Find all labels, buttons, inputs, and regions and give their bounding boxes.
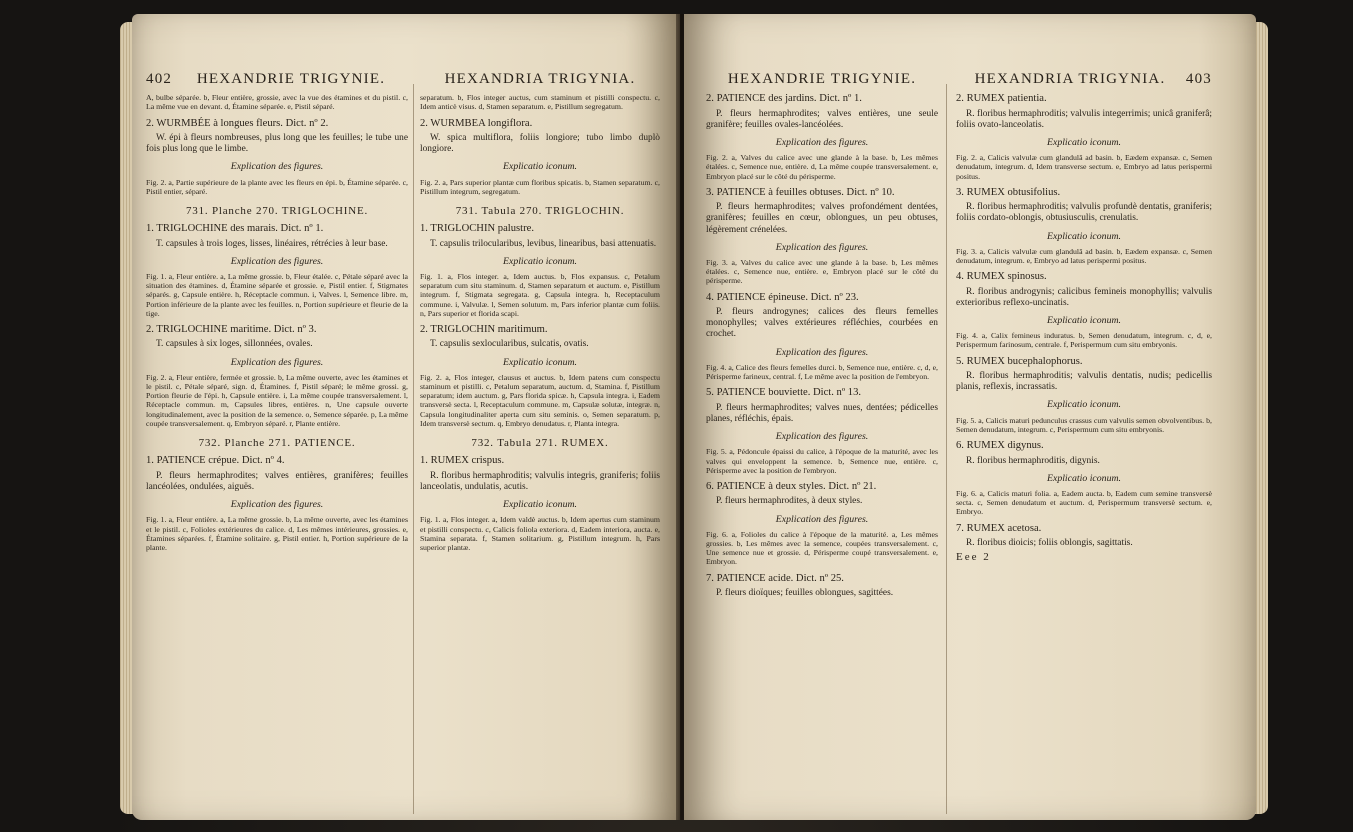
entry-title: 2. TRIGLOCHIN maritimum. xyxy=(420,324,548,336)
explication-heading: Explication des figures. xyxy=(230,161,324,173)
entry-title: 6. PATIENCE à deux styles. Dict. nº 21. xyxy=(706,480,877,492)
entry-description: W. épi à fleurs nombreuses, plus long que les feuilles; le tube une fois plus long que le limbe. xyxy=(146,133,408,155)
entry-title: 7. RUMEX acetosa. xyxy=(956,522,1042,534)
explication-heading: Explication des figures. xyxy=(775,431,869,443)
entry-title: 1. TRIGLOCHINE des marais. Dict. nº 1. xyxy=(146,223,324,235)
entry-title: 5. RUMEX bucephalophorus. xyxy=(956,355,1083,367)
figure-caption: Fig. 2. a, Pars superior plantæ cum floribus spicatis. b, Stamen separatum. c, Pistillum integrum, segregatum. xyxy=(420,177,660,196)
explication-heading: Explicatio iconum. xyxy=(502,356,577,368)
entry-title: 5. PATIENCE bouviette. Dict. nº 13. xyxy=(706,387,862,399)
plate-heading: 732. Tabula 271. RUMEX. xyxy=(471,437,609,450)
running-header: 402 HEXANDRIE TRIGYNIE. xyxy=(146,71,386,87)
entry-description: P. fleurs dioïques; feuilles oblongues, sagittées. xyxy=(716,587,894,598)
entry-description: R. floribus hermaphroditis; valvulis dentatis, nudis; pedicellis planis, reflexis, incrassatis. xyxy=(956,371,1212,393)
running-header: HEXANDRIA TRIGYNIA. xyxy=(444,71,636,87)
figure-caption: Fig. 4. a, Calice des fleurs femelles durci. b, Semence nue, entière. c, d, e, Périsperme farineux, central. f, Le même avec la position de l'embryon. xyxy=(706,362,938,382)
explication-heading: Explication des figures. xyxy=(230,356,324,368)
entry-description: P. fleurs hermaphrodites; valves entières, une seule granifère; feuilles ovales-lancéolées. xyxy=(706,108,938,130)
figure-caption: Fig. 1. a, Fleur entière. a, La même grossie. b, La même ouverte, avec les étamines et le pistil. c, Folioles extérieures du calice. d, Les mêmes intérieures, grossies. e, Étamines séparées. f, Étamine solitaire. g, Pistil entier. h, Portion supérieure de la plante. xyxy=(146,515,408,552)
explication-heading: Explication des figures. xyxy=(775,137,869,149)
figure-caption: Fig. 2. a, Calicis valvulæ cum glandulâ ad basin. b, Eædem expansæ. c, Semen denudatum, integrum. d, Idem transverse sectum. e, Embryo ad latus perispermi positus. xyxy=(956,153,1212,181)
left-page xyxy=(132,14,680,820)
entry-title: 2. PATIENCE des jardins. Dict. nº 1. xyxy=(706,93,862,105)
figure-caption: Fig. 6. a, Calicis maturi folia. a, Eadem aucta. b, Eadem cum semine transversè secta. c, Semen denudatum et auctum. d, Perispermum transversè sectum. e, Embryo. xyxy=(956,488,1212,517)
explication-heading: Explicatio iconum. xyxy=(1046,315,1121,327)
page-number: 402 xyxy=(146,71,173,87)
entry-title: 2. WURMBÉE à longues fleurs. Dict. nº 2. xyxy=(146,117,329,129)
figure-caption: Fig. 1. a, Flos integer. a, Idem auctus. b, Flos expansus. c, Petalum separatum cum situ staminum. d, Stamen separatum et auctum. e, Pistillum integrum. f, Stigmata segregata. g, Capsula integra. h, Receptaculum commune. i, Valvulæ. l, Semen solutum. m, Pars inferior plantæ cum foliis. n, Pars superior et florida scapi. xyxy=(420,272,660,318)
entry-description: R. floribus androgynis; calicibus femineis monophyllis; valvulis exterioribus reflexo-uncinatis. xyxy=(956,286,1212,308)
explication-heading: Explication des figures. xyxy=(230,255,324,267)
entry-description: T. capsules à six loges, sillonnées, ovales. xyxy=(156,339,313,350)
left-column-latin xyxy=(420,71,660,555)
figure-caption: Fig. 1. a, Flos integer. a, Idem valdè auctus. b, Idem apertus cum staminum et pistilli conspectu. c, Calicis foliola exteriora. d, Eadem interiora, aucta. e, Stamina separata. f, Stamen solitarium. g, Pistillum integrum. h, Pars superior plantæ. xyxy=(420,515,660,552)
plate-heading: 731. Tabula 270. TRIGLOCHIN. xyxy=(455,205,625,218)
explication-heading: Explicatio iconum. xyxy=(1046,399,1121,411)
explication-heading: Explication des figures. xyxy=(775,346,869,358)
entry-description: R. floribus hermaphroditis, digynis. xyxy=(966,455,1100,466)
figure-caption: Fig. 3. a, Valves du calice avec une glande à la base. b, Les mêmes étalées. c, Semence nue, entière. e, Embryon placé sur le côté du périsperme. xyxy=(706,258,938,286)
figure-caption: Fig. 2. a, Partie supérieure de la plante avec les fleurs en épi. b, Étamine séparée. c, Pistil entier, séparé. xyxy=(146,177,408,196)
entry-description: W. spica multiflora, foliis longiore; tubo limbo duplò longiore. xyxy=(420,133,660,155)
page-number: 403 xyxy=(1185,71,1212,87)
figure-caption: Fig. 2. a, Valves du calice avec une glande à la base. b, Les mêmes étalées. c, Semence nue, entière. d, La même coupée transversalement. e, Embryon placé sur le côté du périsperme. xyxy=(706,153,938,181)
figure-caption: Fig. 2. a, Fleur entière, fermée et grossie. b, La même ouverte, avec les étamines et le pistil. c, Pétale séparé, sign. d, Étamines. f, Pistil séparé; le même grossi. g, Portion fleurie de l'épi. h, Capsule entière. i, La même coupée transversalement. l, Réceptacle commun. m, Capsules libres, entières. n, Une capsule ouverte longitudinalement, avec la position de la semence. o, Semence séparée. p, La même coupée transversalement. q, Embryon séparé. r, Plante entière. xyxy=(146,372,408,428)
entry-description: P. fleurs hermaphrodites, à deux styles. xyxy=(716,496,863,507)
explication-heading: Explicatio iconum. xyxy=(1046,137,1121,149)
right-column-french xyxy=(706,71,938,602)
entry-title: 1. PATIENCE crépue. Dict. nº 4. xyxy=(146,455,285,467)
plate-heading: 732. Planche 271. PATIENCE. xyxy=(198,437,356,450)
explication-heading: Explication des figures. xyxy=(775,241,869,253)
figure-caption: Fig. 1. a, Fleur entière. a, La même grossie. b, Fleur étalée. c, Pétale séparé avec la situation des étamines. d, Étamine séparée et grossie. e, Pistil entier. f, Stigmates séparés. g, Capsule entière. h, Réceptacle commun. i, Valves. l, Semence libre. m, Portion inférieure de la plante avec les feuilles. n, Portion supérieure et fleurie de la tige. xyxy=(146,272,408,318)
figure-caption: A, bulbe séparée. b, Fleur entière, grossie, avec la vue des étamines et du pistil. c, La même vue en devant. d, Étamine séparée. e, Pistil séparé. xyxy=(146,93,408,112)
entry-description: R. floribus dioicis; foliis oblongis, sagittatis. xyxy=(966,537,1133,548)
explication-heading: Explicatio iconum. xyxy=(502,499,577,511)
running-header: HEXANDRIE TRIGYNIE. xyxy=(727,71,917,87)
explication-heading: Explicatio iconum. xyxy=(1046,230,1121,242)
figure-caption: Fig. 5. a, Calicis maturi pedunculus crassus cum valvulis semen obvolventibus. b, Semen denudatum, integrum. c, Perispermum cum situ embryonis. xyxy=(956,415,1212,434)
column-divider xyxy=(413,84,414,814)
explication-heading: Explicatio iconum. xyxy=(502,161,577,173)
entry-description: P. fleurs hermaphrodites; valves entières, granifères; feuilles lancéolées, ondulées, aiguës. xyxy=(146,470,408,492)
entry-description: R. floribus hermaphroditis; valvulis profundè dentatis, graniferis; foliis cordato-oblongis, obtusiusculis, crenulatis. xyxy=(956,202,1212,224)
entry-title: 3. RUMEX obtusifolius. xyxy=(956,186,1061,198)
entry-description: T. capsulis trilocularibus, levibus, linearibus, basi attenuatis. xyxy=(430,238,657,249)
plate-heading: 731. Planche 270. TRIGLOCHINE. xyxy=(185,205,369,218)
entry-description: P. fleurs hermaphrodites; valves nues, dentées; pédicelles planes, réfléchis, épais. xyxy=(706,402,938,424)
entry-title: 4. PATIENCE épineuse. Dict. nº 23. xyxy=(706,291,859,303)
figure-caption: Fig. 4. a, Calix femineus induratus. b, Semen denudatum, integrum. c, d, e, Perispermum farinosum, centrale. f, Perispermum cum situ embryonis. xyxy=(956,331,1212,350)
page-edges-right xyxy=(1254,22,1268,814)
figure-caption: separatum. b, Flos integer auctus, cum staminum et pistilli conspectu. c, Idem anticè visus. d, Stamen separatum. e, Pistillum segregatum. xyxy=(420,93,660,112)
explication-heading: Explication des figures. xyxy=(230,499,324,511)
entry-title: 2. TRIGLOCHINE maritime. Dict. nº 3. xyxy=(146,324,317,336)
entry-description: R. floribus hermaphroditis; valvulis integerrimis; unicâ graniferâ; foliis ovato-lanceolatis. xyxy=(956,108,1212,130)
figure-caption: Fig. 5. a, Pédoncule épaissi du calice, à l'époque de la maturité, avec les valves qui enveloppent la semence. b, Semence nue, entière. c, Périsperme avec la position de l'embryon. xyxy=(706,447,938,475)
column-divider xyxy=(946,84,947,814)
entry-title: 7. PATIENCE acide. Dict. nº 25. xyxy=(706,572,844,584)
figure-caption: Fig. 6. a, Folioles du calice à l'époque de la maturité. a, Les mêmes grossies. b, Les mêmes avec la semence, coupées transversalement. c, Une semence nue et grossie. d, Périsperme coupé transversalement. e, Embryon. xyxy=(706,529,938,567)
running-header: HEXANDRIA TRIGYNIA. 403 xyxy=(974,71,1212,87)
entry-title: 2. RUMEX patientia. xyxy=(956,93,1047,105)
explication-heading: Explication des figures. xyxy=(775,513,869,525)
entry-title: 3. PATIENCE à feuilles obtuses. Dict. nº 10. xyxy=(706,186,895,198)
right-page xyxy=(684,14,1256,820)
entry-title: 1. RUMEX crispus. xyxy=(420,455,505,467)
right-column-latin xyxy=(956,71,1212,566)
entry-description: T. capsules à trois loges, lisses, linéaires, rétrécies à leur base. xyxy=(156,238,388,249)
entry-title: 4. RUMEX spinosus. xyxy=(956,271,1047,283)
figure-caption: Fig. 2. a, Flos integer, clausus et auctus. b, Idem patens cum conspectu staminum et pistilli. c, Petalum separatum, auctum. d, Stamina. f, Pistillum separatum; idem auctum. g, Pars florida spicæ. h, Capsula integra. i, Eadem transversè secta. l, Receptaculum commune. m, Capsulæ solutæ, integræ. n, Capsula longitudinaliter aperta cum situ seminis. o, Semen separatum. p, Idem transversè sectum. q, Embryo denudatus. r, Planta integra. xyxy=(420,372,660,428)
figure-caption: Fig. 3. a, Calicis valvulæ cum glandulâ ad basin. b, Eædem expansæ. c, Semen denudatum, integrum. e, Embryo ad latus perispermi positus. xyxy=(956,246,1212,266)
entry-title: 1. TRIGLOCHIN palustre. xyxy=(420,223,534,235)
explication-heading: Explicatio iconum. xyxy=(502,255,577,267)
entry-title: 2. WURMBEA longiflora. xyxy=(420,117,533,129)
entry-title: 6. RUMEX digynus. xyxy=(956,440,1044,452)
entry-description: P. fleurs hermaphrodites; valves profondément dentées, granifères; feuilles en cœur, oblongues, un peu obtuses, légèrement crénelées. xyxy=(706,202,938,235)
entry-description: T. capsulis sexlocularibus, sulcatis, ovatis. xyxy=(430,339,589,350)
signature-mark: Eee 2 xyxy=(956,551,991,564)
entry-description: P. fleurs androgynes; calices des fleurs femelles monophylles; valves extérieures réfléchies, courbées en crochet. xyxy=(706,307,938,340)
left-column-french xyxy=(146,71,408,555)
explication-heading: Explicatio iconum. xyxy=(1046,472,1121,484)
entry-description: R. floribus hermaphroditis; valvulis integris, graniferis; foliis lanceolatis, undulatis, acutis. xyxy=(420,470,660,492)
